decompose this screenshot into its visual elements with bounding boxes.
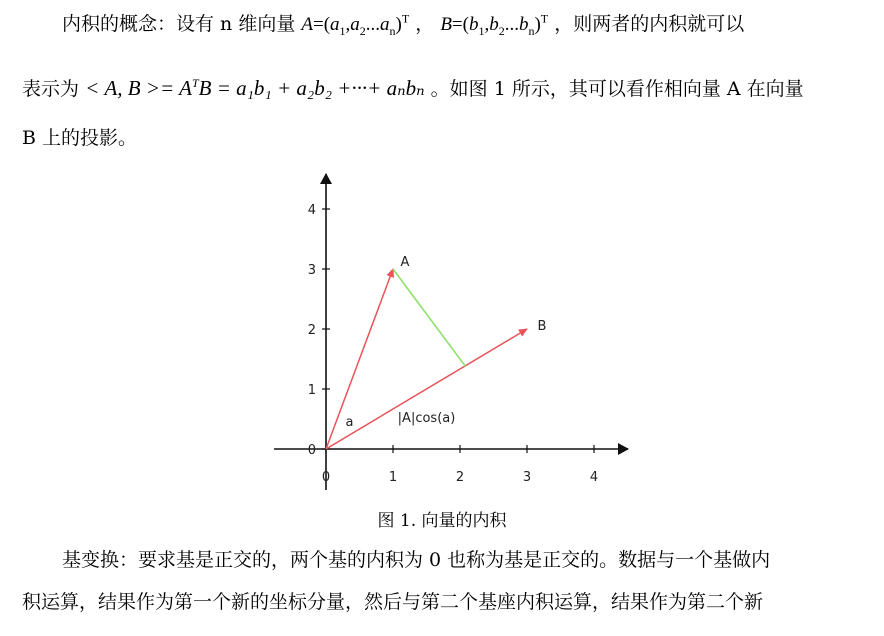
x-tick-label: 0 (321, 470, 331, 485)
angle-label: a (345, 415, 354, 430)
para1-line1-pre: 内积的概念：设有 n 维向量 (62, 13, 296, 35)
vector-B-label: B (537, 319, 547, 334)
vector-A-label: A (400, 255, 410, 270)
para1-line3: B 上的投影。 (22, 127, 138, 149)
inner-product-figure (270, 168, 640, 498)
para2-line2: 积运算，结果作为第一个新的坐标分量，然后与第二个基座内积运算，结果作为第二个新 (22, 591, 764, 613)
x-tick-label: 3 (522, 470, 532, 485)
y-tick-label: 2 (307, 323, 316, 338)
vector-A (326, 269, 393, 449)
para2-line1: 基变换：要求基是正交的，两个基的内积为 0 也称为基是正交的。数据与一个基做内 (62, 549, 771, 571)
para1-line2 (22, 76, 804, 101)
para1-line1 (62, 12, 744, 37)
x-tick-label: 4 (589, 470, 599, 485)
y-tick-label: 3 (307, 263, 316, 278)
separator: ， (415, 13, 435, 35)
y-tick-label: 0 (307, 443, 316, 458)
x-tick-label: 1 (388, 470, 398, 485)
vector-B-def: $B=(b_1,b_2...b_n)^T$ (440, 11, 549, 38)
projection-line (393, 269, 465, 366)
y-tick-label: 1 (307, 383, 316, 398)
y-tick-label: 4 (307, 203, 316, 218)
figure-caption: 图 1. 向量的内积 (377, 511, 507, 531)
para1-line2-pre: 表示为 (22, 78, 80, 100)
vector-B (326, 329, 527, 449)
para1-line2-post: 。如图 1 所示，其可以看作相向量 A 在向量 (430, 78, 804, 100)
x-tick-label: 2 (455, 470, 465, 485)
inner-product-formula: < A, $B >= A^TB = a_1b_1 + a_2b_2$ +···+ aₙbₙ (85, 76, 425, 100)
projection-label: |A|cos(a) (397, 411, 456, 426)
para1-line1-post: ，则两者的内积就可以 (554, 13, 745, 35)
vector-A-def: $A=(a_1,a_2...a_n)^T$ (301, 11, 410, 38)
